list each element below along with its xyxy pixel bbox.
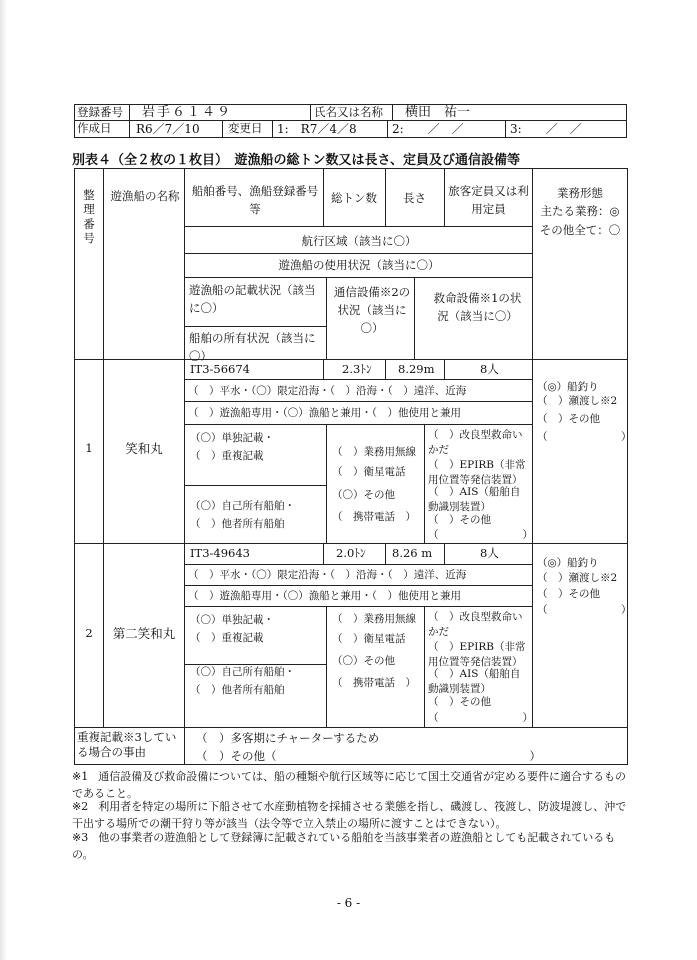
header-capacity: 旅客定員又は利用定員 (448, 184, 529, 216)
comm-other-detail: （ 携帯電話 ） (332, 677, 416, 689)
header-seiri: 整理番号 (83, 188, 95, 246)
capacity-value: 8人 (480, 362, 499, 376)
comm-other-detail: （ 携帯電話 ） (332, 511, 416, 523)
header-tonnage: 総トン数 (331, 191, 377, 205)
length-value: 8.26 m (392, 546, 433, 560)
ship-number: IT3-49643 (190, 546, 250, 560)
header-usage: 遊漁船の使用状況（該当に〇） (278, 258, 440, 272)
footnote-1: ※1 通信設備及び救命設備については、船の種類や航行区域等に応じて国土交通省が定める要件に適合するものであること。 (72, 770, 626, 801)
header-comm: 通信設備※2の状況（該当に〇） (333, 285, 411, 335)
vessel-name: 笑和丸 (125, 441, 163, 456)
tonnage-value: 2.3ﾄﾝ (342, 362, 372, 376)
changed-label: 変更日 (228, 121, 263, 135)
header-business-2: 主たる業務：◎ (540, 204, 620, 218)
change-2: 2: ／ ／ (392, 122, 464, 136)
header-ownership: 船舶の所有状況（該当に〇） (189, 331, 316, 363)
header-rescue: 救命設備※1の状況（該当に〇） (433, 291, 522, 323)
usage-options: （ ）遊漁船専用・（〇）漁船と兼用・（ ）他使用と兼用 (188, 590, 461, 602)
duplicate-label: 重複記載※3している場合の事由 (77, 730, 177, 759)
header-business-1: 業務形態 (557, 186, 603, 200)
name-value: 横田 祐一 (405, 105, 471, 120)
biz-ferry: （ ）瀬渡し※2 (537, 572, 618, 584)
record-duplicate: （ ）重複記載 (190, 450, 264, 462)
created-label: 作成日 (77, 121, 112, 135)
comm-other: （〇）その他 (332, 655, 395, 667)
rescue-epirb: （ ）EPIRB（非常用位置等発信装置） (428, 641, 526, 668)
page-title: 別表４（全２枚の１枚目） 遊漁船の総トン数又は長さ、定員及び通信設備等 (72, 153, 520, 168)
rescue-other-detail: （ ） (428, 712, 533, 724)
rescue-raft: （ ）改良型救命いかだ (428, 429, 523, 456)
reg-value: 岩手６１４９ (142, 105, 233, 120)
capacity-value: 8人 (480, 546, 499, 560)
record-single: （〇）単独記載・ (190, 432, 274, 444)
own-other: （ ）他者所有船舶 (190, 684, 285, 696)
reg-label: 登録番号 (77, 105, 123, 119)
footnote-3: ※3 他の事業者の遊漁船として登録簿に記載されている船舶を当該事業者の遊漁船としても記載されているもの。 (72, 831, 616, 862)
biz-ferry: （ ）瀬渡し※2 (537, 395, 618, 407)
row-number: 2 (85, 626, 93, 640)
comm-satellite: （ ）衛星電話 (332, 466, 406, 478)
own-self: （〇）自己所有船舶・ (190, 500, 295, 512)
duplicate-option-charter: （ ）多客期にチャーターするため (196, 731, 380, 745)
biz-fishing: （◎）船釣り (537, 557, 599, 569)
duplicate-option-other: （ ）その他（ ） (196, 749, 541, 763)
rescue-other: （ ）その他 (428, 514, 491, 526)
rescue-other: （ ）その他 (428, 696, 491, 708)
own-self: （〇）自己所有船舶・ (190, 666, 295, 678)
biz-other-detail: （ ） (537, 604, 632, 616)
nav-area-options: （ ）平水・（〇）限定沿海・（ ）沿海・（ ）遠洋、近海 (188, 385, 467, 397)
comm-radio: （ ）業務用無線 (332, 613, 416, 625)
header-ship-no: 船舶番号、漁船登録番号等 (191, 184, 319, 216)
page-number: - 6 - (336, 896, 361, 910)
nav-area-options: （ ）平水・（〇）限定沿海・（ ）沿海・（ ）遠洋、近海 (188, 569, 467, 581)
row-number: 1 (85, 441, 93, 455)
page-edge (0, 0, 6, 960)
change-1: 1: R7／4／8 (277, 122, 357, 136)
tonnage-value: 2.0ﾄﾝ (336, 546, 366, 560)
name-label: 氏名又は名称 (314, 105, 383, 119)
rescue-ais: （ ）AIS（船舶自動識別装置） (428, 486, 521, 513)
biz-other: （ ）その他 (537, 588, 600, 600)
biz-other-detail: （ ） (537, 431, 632, 443)
header-business-3: その他全て：〇 (539, 223, 621, 237)
rescue-epirb: （ ）EPIRB（非常用位置等発信装置） (428, 459, 526, 486)
record-duplicate: （ ）重複記載 (190, 632, 264, 644)
comm-satellite: （ ）衛星電話 (332, 633, 406, 645)
footnote-2: ※2 利用者を特定の場所に下船させて水産動植物を採捕させる業態を指し、磯渡し、筏渡し、防波堤渡し、沖で干出する場所での潮干狩り等が該当（法令等で立入禁止の場所に渡すことはできない）。 (72, 800, 627, 831)
length-value: 8.29m (398, 362, 435, 376)
rescue-raft: （ ）改良型救命いかだ (428, 611, 523, 638)
record-single: （〇）単独記載・ (190, 614, 274, 626)
own-other: （ ）他者所有船舶 (190, 518, 285, 530)
ship-number: IT3-56674 (190, 362, 250, 376)
biz-fishing: （◎）船釣り (537, 381, 599, 393)
comm-other: （〇）その他 (332, 489, 395, 501)
comm-radio: （ ）業務用無線 (332, 446, 416, 458)
created-value: R6／7／10 (136, 122, 200, 136)
usage-options: （ ）遊漁船専用・（〇）漁船と兼用・（ ）他使用と兼用 (188, 407, 461, 419)
header-vessel-name: 遊漁船の名称 (110, 189, 180, 203)
biz-other: （ ）その他 (537, 413, 600, 425)
change-3: 3: ／ ／ (510, 122, 582, 136)
header-nav-area: 航行区域（該当に〇） (301, 234, 417, 248)
rescue-ais: （ ）AIS（船舶自動識別装置） (428, 668, 521, 695)
vessel-name: 第二笑和丸 (112, 626, 176, 641)
rescue-other-detail: （ ） (428, 529, 533, 541)
header-length: 長さ (403, 191, 426, 205)
header-record-status: 遊漁船の記載状況（該当に〇） (189, 283, 316, 315)
